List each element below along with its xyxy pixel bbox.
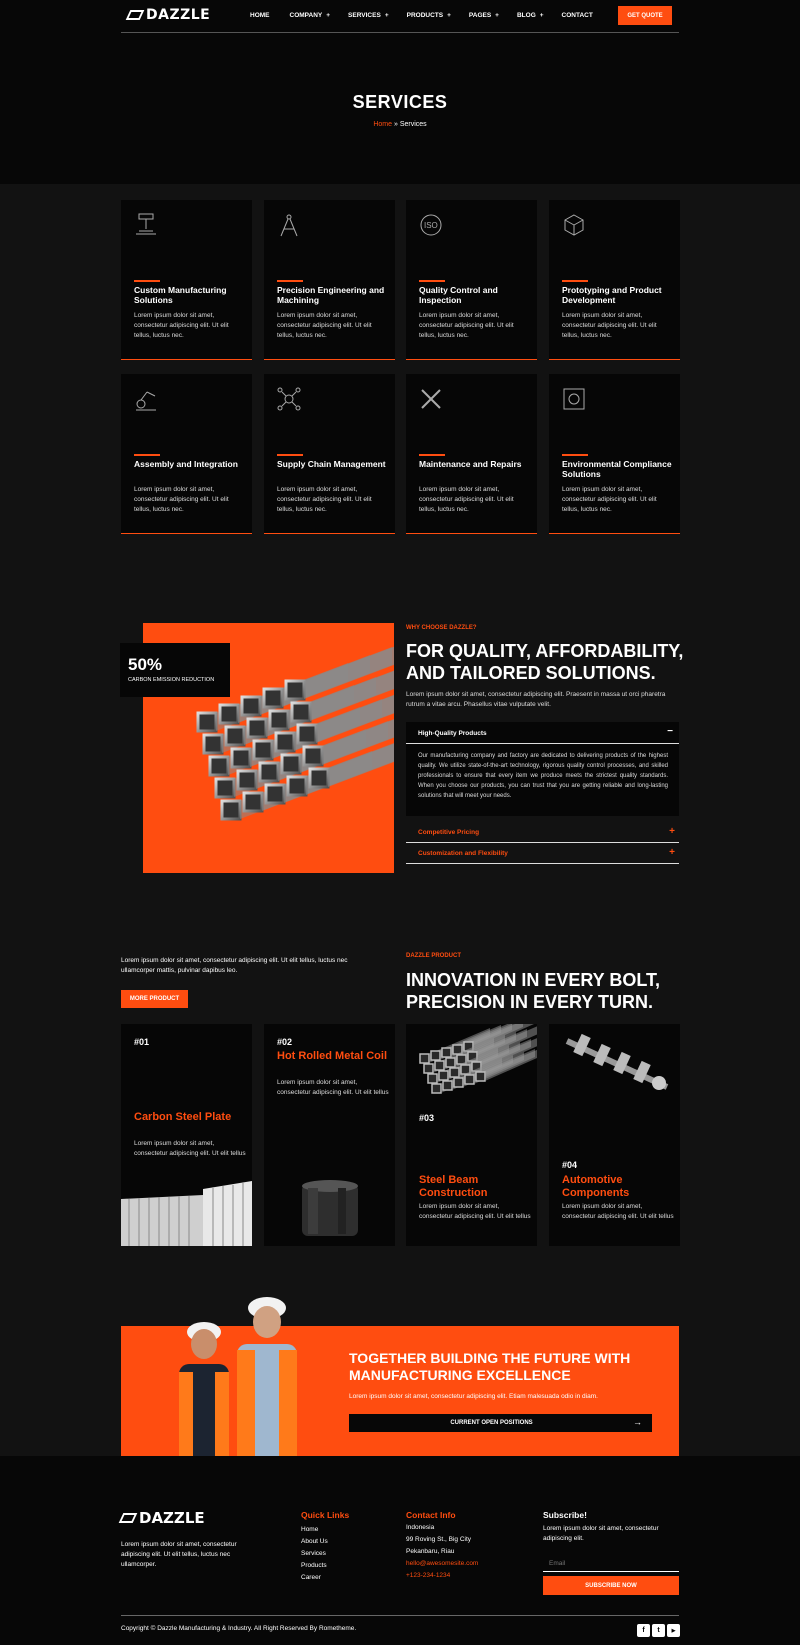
service-card[interactable] bbox=[121, 374, 252, 534]
nav-item[interactable]: SERVICES bbox=[348, 12, 381, 19]
accordion-item-pricing[interactable] bbox=[406, 823, 679, 843]
products-heading-line2: PRECISION IN EVERY TURN. bbox=[406, 992, 654, 1012]
service-title: Environmental Compliance Solutions bbox=[562, 459, 672, 479]
more-product-button[interactable]: MORE PRODUCT bbox=[121, 990, 188, 1008]
logo-text: DAZZLE bbox=[146, 7, 211, 23]
network-icon bbox=[276, 386, 302, 412]
compass-icon bbox=[276, 212, 302, 238]
cube-icon bbox=[561, 212, 587, 238]
breadcrumb-current: Services bbox=[399, 121, 427, 128]
product-desc: Lorem ipsum dolor sit amet, consectetur adipiscing elit. Ut elit tellus bbox=[562, 1203, 674, 1220]
service-title: Custom Manufacturing Solutions bbox=[134, 285, 227, 305]
breadcrumb-sep: » bbox=[392, 121, 400, 128]
service-desc: Lorem ipsum dolor sit amet, consectetur adipiscing elit. Ut elit tellus, luctus nec. bbox=[134, 486, 229, 513]
footer bbox=[0, 1456, 800, 1645]
twitter-icon[interactable]: t bbox=[652, 1624, 665, 1637]
workers-image bbox=[149, 1292, 319, 1456]
contact-info-title: Contact Info bbox=[406, 1510, 456, 1520]
products-heading bbox=[406, 969, 686, 1013]
contact-line: 99 Roving St., Big City bbox=[406, 1536, 472, 1543]
product-number: #01 bbox=[134, 1037, 150, 1047]
footer-logo-text: DAZZLE bbox=[139, 1509, 205, 1527]
metal-coil-image bbox=[298, 1178, 362, 1240]
product-title: Carbon Steel Plate bbox=[134, 1111, 232, 1123]
plus-icon: + bbox=[384, 12, 389, 19]
accent-bar bbox=[277, 454, 303, 456]
nav-divider bbox=[121, 32, 679, 33]
plus-icon: + bbox=[495, 12, 499, 19]
cta-text: Lorem ipsum dolor sit amet, consectetur adipiscing elit. Etiam malesuada odio in diam. bbox=[349, 1393, 598, 1400]
stat-label: CARBON EMISSION REDUCTION bbox=[128, 677, 215, 683]
service-card[interactable] bbox=[264, 200, 395, 360]
product-card-4[interactable] bbox=[549, 1024, 680, 1246]
products-intro: Lorem ipsum dolor sit amet, consectetur adipiscing elit. Ut elit tellus, luctus nec ullamcorper mattis, pulvinar dapibus leo. bbox=[121, 957, 348, 974]
contact-email[interactable]: hello@awesomesite.com bbox=[406, 1560, 479, 1567]
accordion-item-customization[interactable] bbox=[406, 844, 679, 864]
quick-link[interactable]: Home bbox=[301, 1526, 319, 1533]
service-title: Precision Engineering and Machining bbox=[277, 285, 385, 305]
page-title: SERVICES bbox=[352, 92, 448, 112]
why-intro: Lorem ipsum dolor sit amet, consectetur adipiscing elit. Praesent in massa ut orci pharetra rutrum a vitae arcu. Phasellus vitae vulputate velit. bbox=[406, 691, 666, 708]
copyright: Copyright © Dazzle Manufacturing & Industry. All Right Reserved By Rometheme. bbox=[121, 1625, 357, 1632]
robot-arm-icon bbox=[133, 386, 159, 412]
steel-beams-image bbox=[416, 1024, 537, 1094]
contact-info-list bbox=[406, 1522, 478, 1582]
why-heading-line2: AND TAILORED SOLUTIONS. bbox=[406, 663, 656, 683]
quick-link[interactable]: About Us bbox=[301, 1538, 328, 1545]
nav-item[interactable]: PAGES bbox=[468, 12, 492, 19]
open-positions-label: CURRENT OPEN POSITIONS bbox=[450, 1420, 533, 1426]
product-desc: Lorem ipsum dolor sit amet, consectetur adipiscing elit. Ut elit tellus bbox=[134, 1140, 246, 1157]
facebook-icon[interactable]: f bbox=[637, 1624, 650, 1637]
top-nav bbox=[0, 0, 800, 34]
quick-link[interactable]: Products bbox=[301, 1562, 327, 1569]
why-heading bbox=[406, 640, 686, 684]
subscribe-text: Lorem ipsum dolor sit amet, consectetur adipiscing elit. bbox=[543, 1525, 659, 1542]
service-title: Supply Chain Management bbox=[277, 459, 386, 469]
cta-heading-line2: MANUFACTURING EXCELLENCE bbox=[349, 1367, 571, 1383]
why-heading-line1: FOR QUALITY, AFFORDABILITY, bbox=[406, 641, 684, 661]
iso-badge-icon bbox=[418, 212, 444, 238]
logo-mark-icon bbox=[119, 1513, 138, 1523]
containers-image bbox=[121, 1181, 252, 1246]
service-title: Assembly and Integration bbox=[134, 459, 238, 469]
plus-icon: + bbox=[539, 12, 544, 19]
stat-value: 50% bbox=[128, 655, 163, 674]
product-title: Automotive Components bbox=[562, 1174, 630, 1199]
nav-item[interactable]: HOME bbox=[250, 12, 270, 19]
service-desc: Lorem ipsum dolor sit amet, consectetur adipiscing elit. Ut elit tellus, luctus nec. bbox=[134, 312, 229, 339]
cta-banner bbox=[121, 1326, 679, 1456]
service-card[interactable] bbox=[549, 374, 680, 534]
quick-link[interactable]: Services bbox=[301, 1550, 326, 1557]
service-desc: Lorem ipsum dolor sit amet, consectetur adipiscing elit. Ut elit tellus, luctus nec. bbox=[277, 486, 372, 513]
product-card-3[interactable] bbox=[406, 1024, 537, 1246]
plus-icon: + bbox=[326, 12, 331, 19]
minus-icon[interactable]: − bbox=[667, 726, 673, 737]
logo[interactable] bbox=[128, 7, 210, 23]
quick-links-title: Quick Links bbox=[301, 1510, 350, 1520]
tools-icon bbox=[418, 386, 444, 412]
subscribe-title: Subscribe! bbox=[543, 1510, 587, 1520]
accordion-open-panel bbox=[406, 722, 679, 816]
accent-bar bbox=[134, 454, 160, 456]
product-title: Hot Rolled Metal Coil bbox=[277, 1050, 387, 1062]
product-card-2[interactable] bbox=[264, 1024, 395, 1246]
service-card[interactable] bbox=[406, 200, 537, 360]
service-card[interactable] bbox=[264, 374, 395, 534]
product-desc: Lorem ipsum dolor sit amet, consectetur adipiscing elit. Ut elit tellus bbox=[277, 1079, 389, 1096]
arrow-right-icon: → bbox=[633, 1417, 642, 1427]
youtube-icon[interactable]: ▶ bbox=[667, 1624, 680, 1637]
product-number: #02 bbox=[277, 1037, 293, 1047]
service-card[interactable] bbox=[549, 200, 680, 360]
service-title: Prototyping and Product Development bbox=[562, 285, 662, 305]
footer-about: Lorem ipsum dolor sit amet, consectetur adipiscing elit. Ut elit tellus, luctus nec ullamcorper. bbox=[121, 1541, 237, 1568]
accent-bar bbox=[419, 454, 445, 456]
service-desc: Lorem ipsum dolor sit amet, consectetur adipiscing elit. Ut elit tellus, luctus nec. bbox=[419, 486, 514, 513]
plus-icon: + bbox=[669, 826, 675, 837]
plus-icon: + bbox=[669, 847, 675, 858]
product-title: Steel Beam Construction bbox=[419, 1174, 488, 1199]
products-eyebrow: DAZZLE PRODUCT bbox=[406, 953, 461, 959]
products-heading-line1: INNOVATION IN EVERY BOLT, bbox=[406, 970, 661, 990]
get-quote-button[interactable]: GET QUOTE bbox=[618, 6, 672, 25]
accent-bar bbox=[562, 454, 588, 456]
quick-link[interactable]: Career bbox=[301, 1574, 321, 1581]
nav-item[interactable]: BLOG bbox=[516, 12, 536, 19]
accent-bar bbox=[277, 280, 303, 282]
footer-divider bbox=[121, 1615, 679, 1616]
nav-item[interactable]: PRODUCTS bbox=[406, 12, 444, 19]
accent-bar bbox=[562, 280, 588, 282]
product-card-1[interactable] bbox=[121, 1024, 252, 1246]
product-number: #04 bbox=[562, 1160, 578, 1170]
footer-logo[interactable] bbox=[121, 1509, 205, 1527]
why-eyebrow: WHY CHOOSE DAZZLE? bbox=[406, 625, 477, 631]
subscribe-button[interactable]: SUBSCRIBE NOW bbox=[543, 1576, 679, 1595]
accordion-divider bbox=[406, 743, 679, 744]
accent-bar bbox=[134, 280, 160, 282]
service-title: Quality Control and Inspection bbox=[419, 285, 498, 305]
main-menu bbox=[250, 12, 613, 19]
nav-item[interactable]: COMPANY bbox=[289, 12, 323, 19]
accordion-label-customization: Customization and Flexibility bbox=[418, 850, 508, 857]
product-desc: Lorem ipsum dolor sit amet, consectetur adipiscing elit. Ut elit tellus bbox=[419, 1203, 531, 1220]
contact-line: Indonesia bbox=[406, 1524, 435, 1531]
contact-line: Pekanbaru, Riau bbox=[406, 1548, 455, 1555]
svg-text:ISO: ISO bbox=[424, 221, 438, 230]
cta-heading-line1: TOGETHER BUILDING THE FUTURE WITH bbox=[349, 1350, 631, 1366]
quick-links-list bbox=[301, 1524, 328, 1584]
stat-box bbox=[120, 643, 230, 697]
service-desc: Lorem ipsum dolor sit amet, consectetur adipiscing elit. Ut elit tellus, luctus nec. bbox=[562, 486, 657, 513]
service-desc: Lorem ipsum dolor sit amet, consectetur adipiscing elit. Ut elit tellus, luctus nec. bbox=[277, 312, 372, 339]
nav-item[interactable]: CONTACT bbox=[561, 12, 593, 19]
service-card[interactable] bbox=[406, 374, 537, 534]
crankshaft-image bbox=[559, 1029, 674, 1094]
breadcrumb-home[interactable]: Home bbox=[373, 121, 393, 128]
service-desc: Lorem ipsum dolor sit amet, consectetur adipiscing elit. Ut elit tellus, luctus nec. bbox=[562, 312, 657, 339]
accent-bar bbox=[419, 280, 445, 282]
email-field[interactable] bbox=[543, 1555, 679, 1572]
cta-heading bbox=[349, 1350, 669, 1384]
breadcrumb bbox=[0, 121, 800, 128]
accordion-body: Our manufacturing company and factory are dedicated to delivering products of the highest quality. We utilize state-of-the-art technology, rigorous quality control processes, and skilled professionals to ensure that every item we produce meets the strictest quality standards. When you choose our products, you can trust that you are getting reliable and long-lasting solutions that will meet your needs. bbox=[418, 753, 668, 799]
plus-icon: + bbox=[447, 12, 451, 19]
open-positions-button[interactable] bbox=[349, 1414, 652, 1432]
contact-phone[interactable]: +123-234-1234 bbox=[406, 1572, 451, 1579]
service-desc: Lorem ipsum dolor sit amet, consectetur adipiscing elit. Ut elit tellus, luctus nec. bbox=[419, 312, 514, 339]
eco-gear-icon bbox=[561, 386, 587, 412]
service-card[interactable] bbox=[121, 200, 252, 360]
accordion-label-pricing: Competitive Pricing bbox=[418, 829, 480, 836]
product-number: #03 bbox=[419, 1113, 435, 1123]
laser-cutter-icon bbox=[133, 212, 159, 238]
logo-mark-icon bbox=[126, 10, 145, 20]
accordion-title-quality[interactable]: High-Quality Products bbox=[418, 730, 487, 737]
service-title: Maintenance and Repairs bbox=[419, 459, 522, 469]
